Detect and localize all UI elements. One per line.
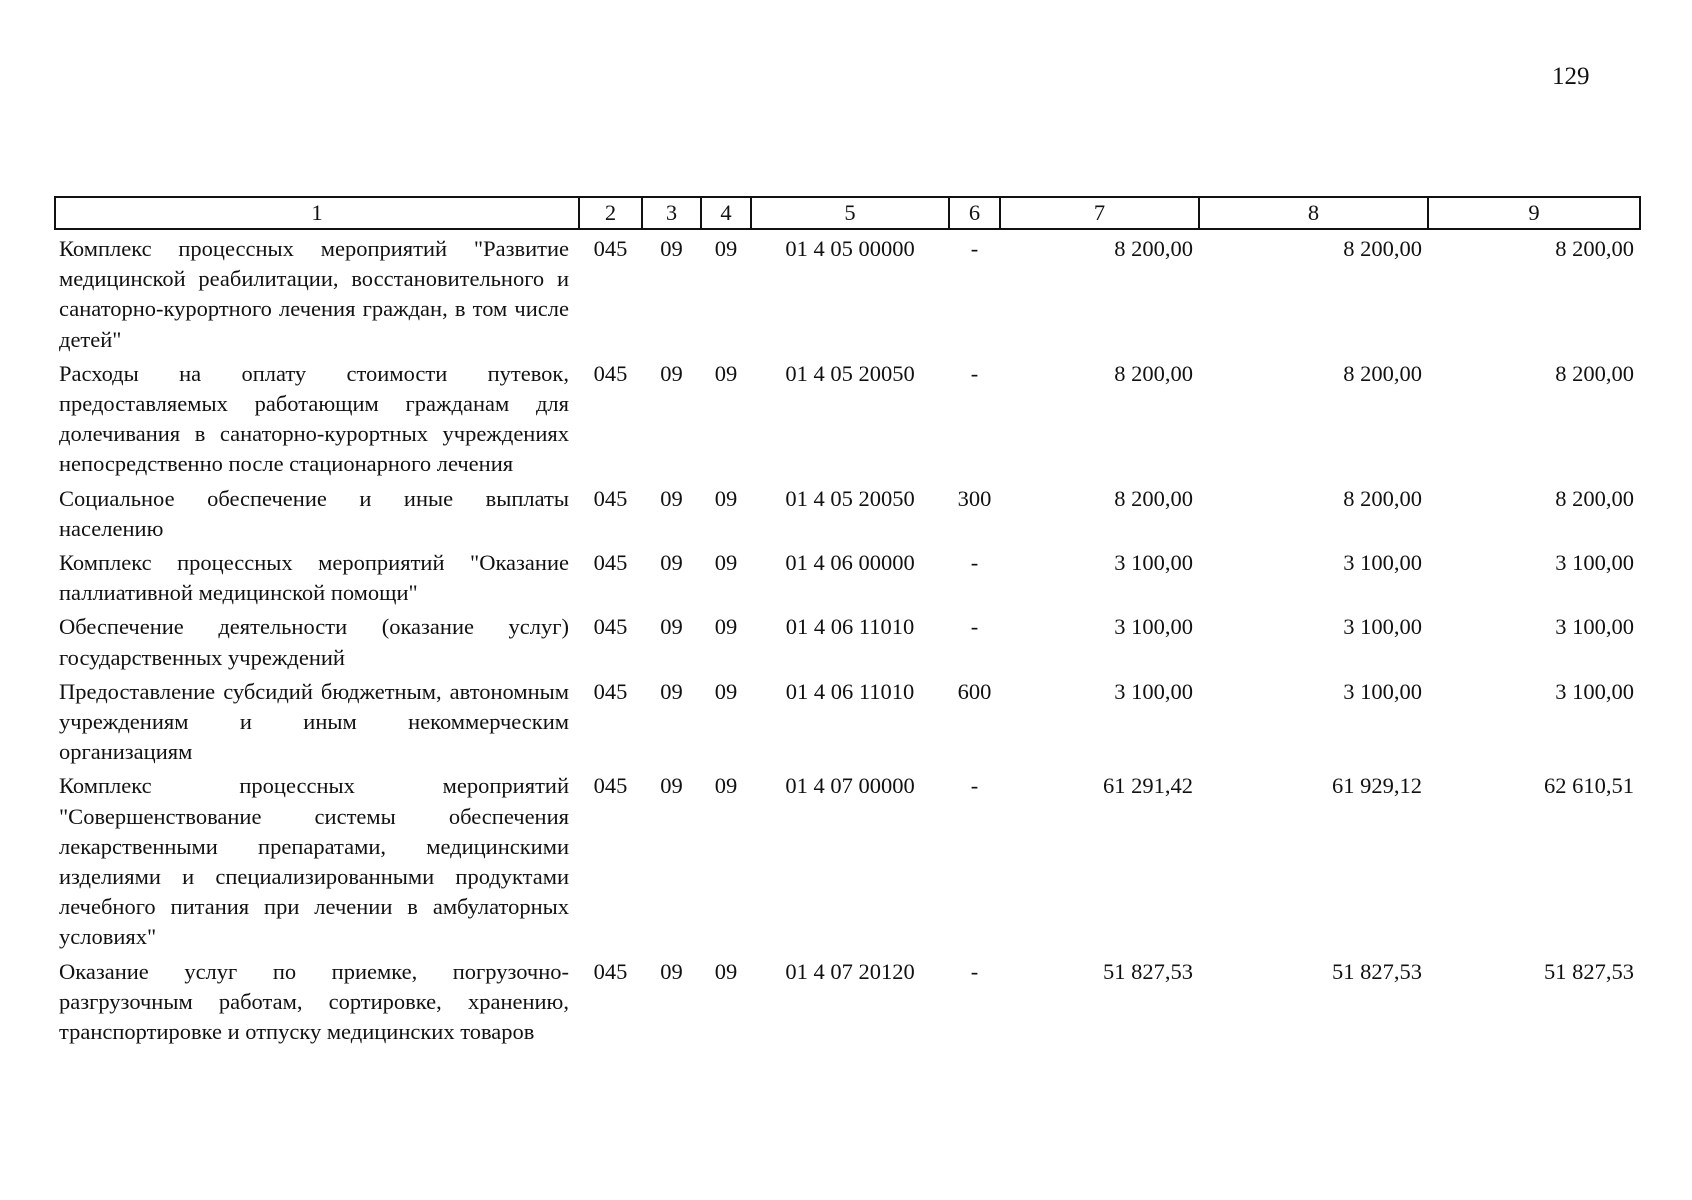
header-cell: 8 — [1199, 197, 1428, 229]
header-cell: 9 — [1428, 197, 1640, 229]
expense-type-cell: - — [970, 360, 979, 386]
target-article-cell: 01 4 05 20050 — [785, 360, 915, 386]
target-article-cell: 01 4 06 11010 — [785, 678, 915, 704]
amount-cell: 61 291,42 — [1103, 773, 1193, 799]
header-cell: 3 — [642, 197, 701, 229]
amount-cell: 8 200,00 — [1343, 360, 1422, 386]
amount-cell: 51 827,53 — [1103, 958, 1193, 984]
amount-cell: 51 827,53 — [1332, 958, 1422, 984]
expense-type-cell: - — [970, 236, 979, 261]
row-name: Оказание услуг по приемке, погрузочно-разгрузочным работам, сортировке, хранению, транспортировке и отпуску медицинских товаров — [59, 958, 569, 1045]
section-cell: 09 — [660, 360, 683, 386]
code-cell: 045 — [593, 773, 628, 799]
code-cell: 045 — [593, 236, 628, 261]
budget-table-container — [54, 196, 1639, 1047]
amount-cell: 3 100,00 — [1555, 678, 1634, 704]
section-cell: 09 — [660, 614, 683, 640]
table-row — [55, 544, 1640, 608]
target-article-cell: 01 4 07 00000 — [785, 773, 915, 799]
section-cell: 09 — [660, 773, 683, 799]
amount-cell: 3 100,00 — [1114, 550, 1193, 576]
amount-cell: 51 827,53 — [1544, 958, 1634, 984]
table-header-row — [55, 197, 1640, 229]
target-article-cell: 01 4 06 00000 — [785, 550, 915, 576]
amount-cell: 3 100,00 — [1343, 678, 1422, 704]
expense-type-cell: 300 — [957, 485, 992, 511]
amount-cell: 8 200,00 — [1114, 360, 1193, 386]
amount-cell: 3 100,00 — [1555, 614, 1634, 640]
row-name: Обеспечение деятельности (оказание услуг) государственных учреждений — [59, 614, 569, 670]
section-cell: 09 — [660, 958, 683, 984]
row-name: Комплекс процессных мероприятий "Оказание паллиативной медицинской помощи" — [59, 550, 569, 606]
expense-type-cell: - — [970, 614, 979, 640]
amount-cell: 8 200,00 — [1555, 236, 1634, 261]
header-cell: 6 — [949, 197, 1000, 229]
header-cell: 1 — [55, 197, 579, 229]
code-cell: 045 — [593, 958, 628, 984]
expense-type-cell: - — [970, 958, 979, 984]
subsection-cell: 09 — [714, 550, 738, 576]
header-cell: 5 — [751, 197, 949, 229]
subsection-cell: 09 — [714, 958, 738, 984]
subsection-cell: 09 — [714, 614, 738, 640]
header-cell: 7 — [1000, 197, 1199, 229]
section-cell: 09 — [660, 485, 683, 511]
subsection-cell: 09 — [714, 678, 738, 704]
row-name: Предоставление субсидий бюджетным, автономным учреждениям и иным некоммерческим организациям — [59, 678, 569, 765]
amount-cell: 8 200,00 — [1555, 485, 1634, 511]
header-cell: 4 — [701, 197, 751, 229]
table-row — [55, 355, 1640, 480]
header-cell: 2 — [579, 197, 642, 229]
target-article-cell: 01 4 05 00000 — [785, 236, 915, 261]
table-row — [55, 229, 1640, 355]
target-article-cell: 01 4 07 20120 — [785, 958, 915, 984]
amount-cell: 8 200,00 — [1114, 236, 1193, 261]
target-article-cell: 01 4 06 11010 — [785, 614, 915, 640]
amount-cell: 8 200,00 — [1555, 360, 1634, 386]
row-name: Расходы на оплату стоимости путевок, предоставляемых работающим гражданам для долечивания в санаторно-курортных учреждениях непосредственно после стационарного лечения — [59, 360, 569, 477]
target-article-cell: 01 4 05 20050 — [785, 485, 915, 511]
subsection-cell: 09 — [714, 485, 738, 511]
table-row — [55, 608, 1640, 672]
page-number: 129 — [1552, 63, 1590, 90]
code-cell: 045 — [593, 678, 628, 704]
amount-cell: 8 200,00 — [1343, 485, 1422, 511]
row-name: Комплекс процессных мероприятий "Развитие медицинской реабилитации, восстановительного и санаторно-курортного лечения граждан, в том числе детей" — [59, 236, 569, 352]
section-cell: 09 — [660, 678, 683, 704]
table-row — [55, 480, 1640, 544]
expense-type-cell: 600 — [957, 678, 992, 704]
amount-cell: 3 100,00 — [1343, 550, 1422, 576]
table-row — [55, 767, 1640, 952]
subsection-cell: 09 — [714, 236, 738, 261]
expense-type-cell: - — [970, 550, 979, 576]
section-cell: 09 — [660, 550, 683, 576]
row-name: Социальное обеспечение и иные выплаты населению — [59, 485, 569, 541]
amount-cell: 61 929,12 — [1332, 773, 1422, 799]
table-row — [55, 673, 1640, 768]
budget-table — [54, 196, 1641, 1047]
amount-cell: 8 200,00 — [1114, 485, 1193, 511]
amount-cell: 3 100,00 — [1114, 614, 1193, 640]
code-cell: 045 — [593, 485, 628, 511]
expense-type-cell: - — [970, 773, 979, 799]
subsection-cell: 09 — [714, 360, 738, 386]
table-row — [55, 953, 1640, 1048]
amount-cell: 3 100,00 — [1114, 678, 1193, 704]
code-cell: 045 — [593, 360, 628, 386]
amount-cell: 3 100,00 — [1343, 614, 1422, 640]
amount-cell: 62 610,51 — [1544, 773, 1634, 799]
subsection-cell: 09 — [714, 773, 738, 799]
section-cell: 09 — [660, 236, 683, 261]
amount-cell: 3 100,00 — [1555, 550, 1634, 576]
row-name: Комплекс процессных мероприятий "Совершенствование системы обеспечения лекарственными препаратами, медицинскими изделиями и специализированными продуктами лечебного питания при лечении в амбулаторных условиях" — [59, 773, 569, 950]
code-cell: 045 — [593, 550, 628, 576]
amount-cell: 8 200,00 — [1343, 236, 1422, 261]
code-cell: 045 — [593, 614, 628, 640]
